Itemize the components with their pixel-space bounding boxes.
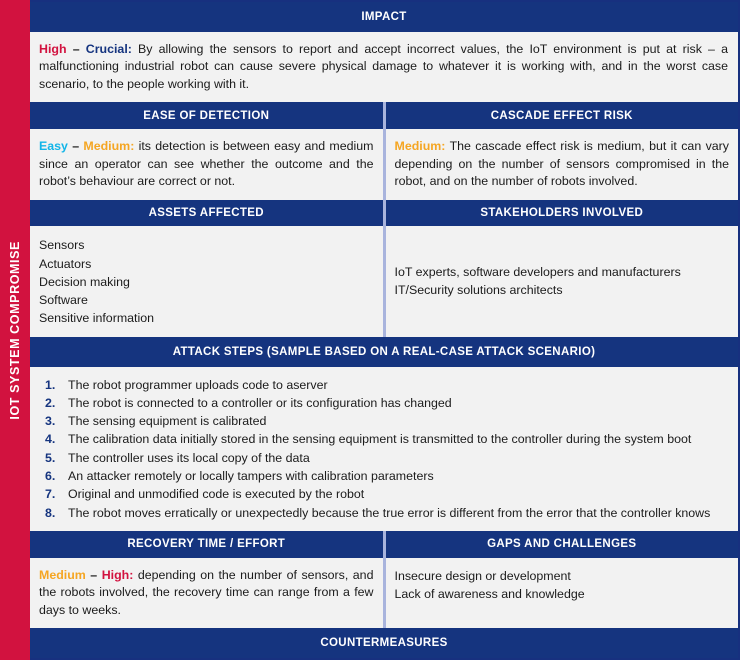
list-item: The sensing equipment is calibrated: [68, 414, 267, 429]
section-header-attack-steps: [30, 337, 738, 367]
list-item: The robot programmer uploads code to aserver: [68, 377, 328, 392]
impact-dash-glyph: –: [72, 41, 80, 56]
list-item: Sensors: [39, 238, 85, 253]
recovery-dash-glyph: –: [90, 567, 98, 582]
cascade-rating-primary: Medium:: [394, 139, 446, 154]
stakeholders-involved-list: [395, 263, 681, 300]
section-body-gaps-and-challenges: [386, 558, 739, 629]
threat-category-label: IOT SYSTEM COMPROMISE: [8, 240, 22, 420]
list-item: The controller uses its local copy of the data: [68, 450, 310, 465]
impact-rating-primary: High: [39, 41, 67, 56]
list-item: The robot moves erratically or unexpectedly because the true error is different from the error that the controller knows: [68, 505, 711, 520]
section-header-ease-of-detection-label: EASE OF DETECTION: [143, 109, 270, 122]
list-item: Decision making: [39, 274, 130, 289]
ease-rating-primary: Easy: [39, 139, 68, 154]
section-header-row-detection: [30, 102, 738, 129]
section-header-impact: [30, 2, 738, 32]
section-header-ease-of-detection: [30, 102, 383, 129]
section-body-row-assets: [30, 226, 738, 336]
section-header-gaps-and-challenges-label: GAPS AND CHALLENGES: [487, 538, 637, 551]
section-header-countermeasures-label: COUNTERMEASURES: [320, 637, 448, 650]
section-body-row-recovery: [30, 558, 738, 629]
cascade-effect-risk-text: [395, 138, 730, 191]
section-header-recovery-time-effort: [30, 531, 383, 558]
list-item: The robot is connected to a controller or its configuration has changed: [68, 395, 452, 410]
recovery-time-effort-text: [39, 567, 374, 620]
list-item: Actuators: [39, 256, 92, 271]
section-header-stakeholders-involved: [386, 200, 739, 227]
assets-affected-list: [39, 236, 374, 327]
list-item: Original and unmodified code is executed by the robot: [68, 487, 365, 502]
section-header-recovery-time-effort-label: RECOVERY TIME / EFFORT: [127, 538, 286, 551]
recovery-time-effort-body: depending on the number of sensors, and the robots involved, the recovery time can range from a few days to weeks.: [39, 567, 374, 617]
section-body-stakeholders-involved: [386, 226, 739, 336]
section-header-countermeasures: [30, 628, 738, 658]
section-body-assets-affected: [30, 226, 383, 336]
section-body-cascade-effect-risk: [386, 129, 739, 200]
section-body-ease-of-detection: [30, 129, 383, 200]
ease-of-detection-body: its detection is between easy and medium since an operator can see whether the outcome and the robot’s behaviour are correct or not.: [39, 139, 374, 189]
section-body-attack-steps: [30, 367, 738, 531]
list-item: Insecure design or development: [394, 568, 571, 583]
cascade-effect-risk-body: The cascade effect risk is medium, but it can vary depending on the number of sensors compromised in the robot, and on the number of robots involved.: [394, 139, 729, 189]
list-item: Sensitive information: [39, 311, 155, 326]
section-header-assets-affected-label: ASSETS AFFECTED: [148, 206, 264, 219]
section-header-row-recovery: [30, 531, 738, 558]
section-body-impact: [30, 32, 738, 103]
section-header-impact-label: IMPACT: [361, 10, 407, 23]
list-item: Lack of awareness and knowledge: [394, 586, 585, 601]
section-body-recovery-time-effort: [30, 558, 383, 629]
list-item: An attacker remotely or locally tampers with calibration parameters: [68, 469, 434, 484]
list-item: Software: [39, 293, 88, 308]
card-content: [30, 0, 740, 660]
section-header-cascade-effect-risk: [386, 102, 739, 129]
recovery-rating-secondary: High:: [101, 567, 134, 582]
threat-category-rail: [0, 0, 30, 660]
ease-rating-secondary: Medium:: [83, 139, 135, 154]
section-header-attack-steps-label: ATTACK STEPS (SAMPLE BASED ON A REAL-CASE ATTACK SCENARIO): [172, 345, 596, 358]
recovery-rating-primary: Medium: [39, 567, 86, 582]
list-item: IT/Security solutions architects: [394, 283, 563, 298]
section-header-stakeholders-involved-label: STAKEHOLDERS INVOLVED: [480, 206, 644, 219]
section-header-assets-affected: [30, 200, 383, 227]
section-body-row-detection: [30, 129, 738, 200]
ease-dash-glyph: –: [72, 139, 80, 154]
attack-steps-list: [39, 376, 728, 522]
section-header-gaps-and-challenges: [386, 531, 739, 558]
impact-body: By allowing the sensors to report and accept incorrect values, the IoT environment is put at risk – a malfunctioning industrial robot can cause severe physical damage to whatever it is working with, and in the worst case scenario, to the people working with it.: [39, 41, 728, 91]
impact-rating-secondary: Crucial:: [85, 41, 132, 56]
list-item: IoT experts, software developers and manufacturers: [394, 265, 681, 280]
impact-text: [39, 41, 728, 94]
ease-of-detection-text: [39, 138, 374, 191]
list-item: The calibration data initially stored in the sensing equipment is transmitted to the controller during the system boot: [68, 432, 692, 447]
gaps-and-challenges-list: [395, 567, 730, 604]
section-header-cascade-effect-risk-label: CASCADE EFFECT RISK: [490, 109, 633, 122]
section-header-row-assets: [30, 200, 738, 227]
